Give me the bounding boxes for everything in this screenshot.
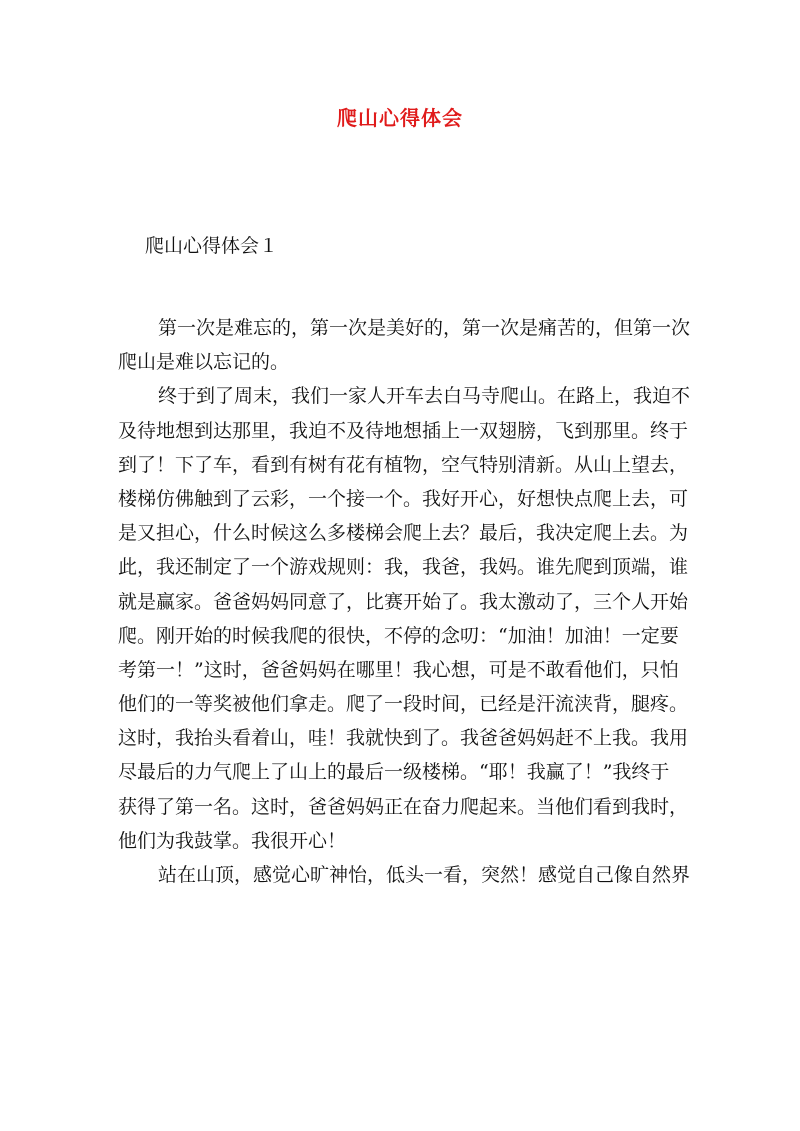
paragraph-line: 考第一！”这时，爸爸妈妈在哪里！我心想，可是不敢看他们，只怕 [118, 658, 679, 681]
paragraph-line: 此，我还制定了一个游戏规则：我，我爸，我妈。谁先爬到顶端，谁 [118, 556, 689, 579]
paragraph [118, 382, 692, 861]
document-title: 爬山心得体会 [337, 106, 463, 130]
paragraph [118, 861, 692, 895]
paragraph-line: 就是赢家。爸爸妈妈同意了，比赛开始了。我太激动了，三个人开始 [118, 590, 689, 613]
paragraph-line: 这时，我抬头看着山，哇！我就快到了。我爸爸妈妈赶不上我。我用 [118, 727, 689, 750]
paragraph-line: 尽最后的力气爬上了山上的最后一级楼梯。“耶！我赢了！”我终于 [118, 761, 670, 784]
paragraph-line: 他们为我鼓掌。我很开心！ [118, 829, 347, 852]
paragraph-line: 获得了第一名。这时，爸爸妈妈正在奋力爬起来。当他们看到我时， [118, 795, 689, 818]
paragraph-line: 他们的一等奖被他们拿走。爬了一段时间，已经是汗流浃背，腿疼。 [118, 693, 689, 716]
paragraph-line: 是又担心，什么时候这么多楼梯会爬上去？最后，我决定爬上去。为 [118, 522, 689, 545]
paragraph-line: 及待地想到达那里，我迫不及待地想插上一双翅膀，飞到那里。终于 [118, 419, 689, 442]
paragraph-line: 第一次是难忘的，第一次是美好的，第一次是痛苦的，但第一次 [158, 317, 691, 339]
paragraph-line: 楼梯仿佛触到了云彩，一个接一个。我好开心，好想快点爬上去，可 [118, 487, 689, 510]
paragraph-line: 到了！下了车，看到有树有花有植物，空气特别清新。从山上望去， [118, 453, 689, 476]
paragraph-line: 爬山是难以忘记的。 [118, 351, 290, 374]
paragraph [118, 314, 692, 382]
paragraph-line: 终于到了周末，我们一家人开车去白马寺爬山。在路上，我迫不 [158, 385, 691, 408]
document-body [118, 314, 692, 895]
paragraph-line: 站在山顶，感觉心旷神怡，低头一看，突然！感觉自己像自然界 [158, 864, 691, 886]
paragraph-line: 爬。刚开始的时候我爬的很快，不停的念叨：“加油！加油！一定要 [118, 624, 679, 647]
section-heading: 爬山心得体会１ [145, 235, 279, 257]
